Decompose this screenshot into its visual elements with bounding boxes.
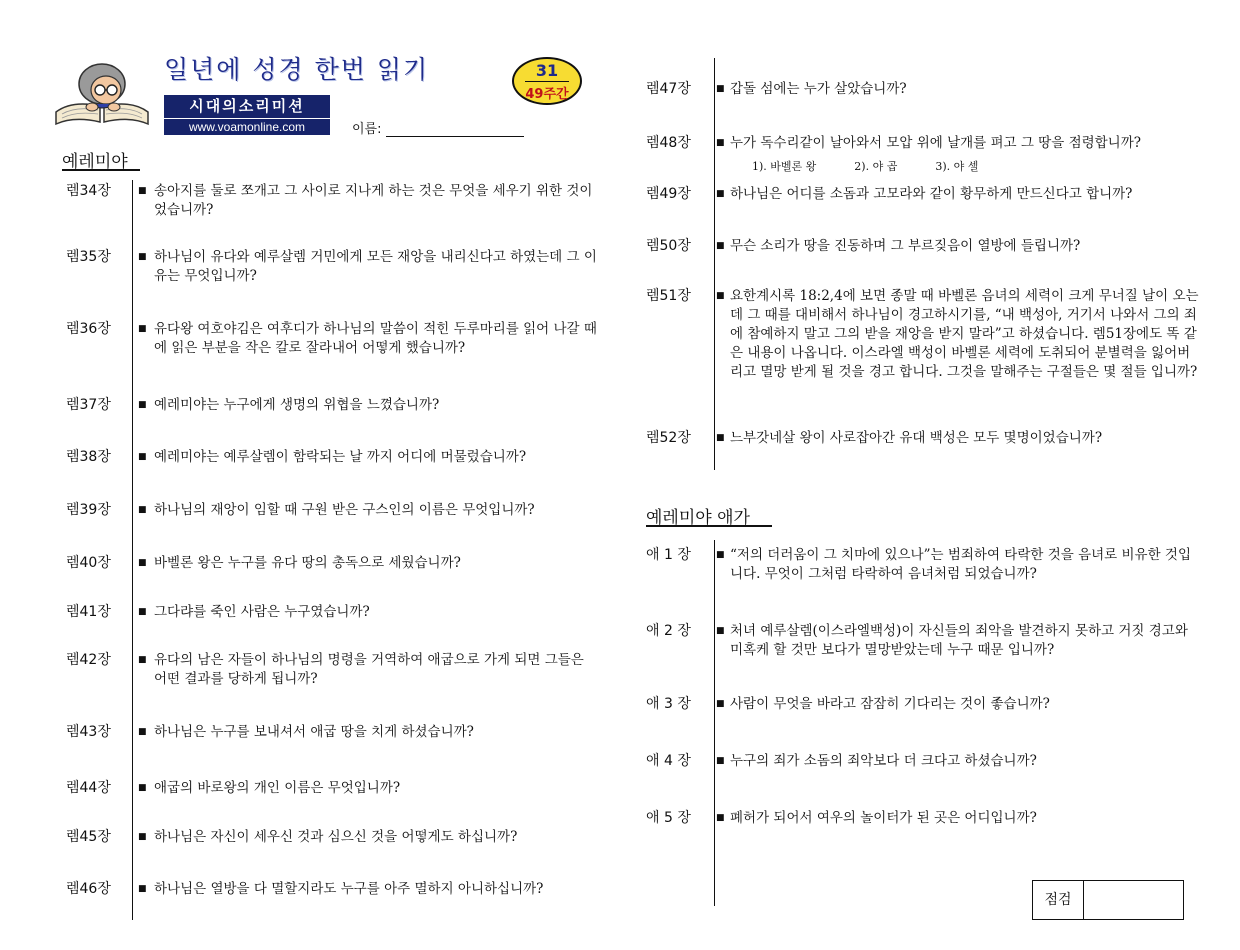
question-text: 폐허가 되어서 여우의 놀이터가 된 곳은 어디입니까? [730,810,1037,826]
chapter-label: 렘44장 [66,780,111,796]
chapter-label: 렘50장 [646,238,691,254]
chapter-label: 애 5 장 [646,810,691,826]
chapter-label: 렘35장 [66,249,111,265]
question-item: 렘52장 ■ 느부갓네살 왕이 사로잡아간 유대 백성은 모두 몇명이었습니까? [646,429,1202,448]
chapter-label: 렘47장 [646,81,691,97]
question-item: 렘51장 ■ 요한계시록 18:2,4에 보면 종말 때 바벨론 음녀의 세력이 크게 무너질 날이 오는데 그 때를 대비해서 하나님이 경고하시기를, “내 백성아, 거기서 나와서 그의 죄에 참예하지 말고 그의 받을 재앙을 받지 말라”고 하셨습니다. 렘51장에도 똑 같은 내용이 나옵니다. 이스라엘 백성이 바벨론 세력에 도취되어 분별력을 잃어버리고 멸망 받게 될 것을 경고 합니다. 그것을 말해주는 구절들은 몇 절들 입니까? [646,287,1202,382]
answer-option: 2). 야 곱 [854,160,898,173]
page-title: 일년에 성경 한번 읽기 [164,55,430,84]
chapter-label: 렘37장 [66,397,111,413]
chapter-label: 렘46장 [66,881,111,897]
question-text: “저의 더러움이 그 치마에 있으나”는 범죄하여 타락한 것을 음녀로 비유한 것입니다. 무엇이 그처럼 타락하여 음녀처럼 되었습니까? [730,547,1191,582]
question-item: 렘48장 ■ 누가 독수리같이 날아와서 모압 위에 날개를 펴고 그 땅을 점령합니까? [646,134,1202,153]
chapter-label: 렘48장 [646,135,691,151]
answer-options [752,158,978,174]
question-text: 갑돌 섬에는 누가 살았습니까? [730,81,907,97]
question-item: 렘46장 ■ 하나님은 열방을 다 멸할지라도 누구를 아주 멸하지 아니하십니까? [66,880,600,899]
section-heading-jeremiah: 예레미야 [62,152,128,172]
question-text: 하나님의 재앙이 임할 때 구원 받은 구스인의 이름은 무엇입니까? [154,502,535,518]
question-item: 렘44장 ■ 애굽의 바로왕의 개인 이름은 무엇입니까? [66,779,600,798]
question-item: 렘37장 ■ 예레미야는 누구에게 생명의 위협을 느꼈습니까? [66,396,600,415]
question-item: 렘36장 ■ 유다왕 여호야김은 여후디가 하나님의 말씀이 적힌 두루마리를 읽어 나갈 때에 읽은 부분을 작은 칼로 잘라내어 어떻게 했습니까? [66,320,600,358]
chapter-label: 렘41장 [66,604,111,620]
chapter-label: 렘49장 [646,186,691,202]
question-item: 렘35장 ■ 하나님이 유다와 예루살렘 거민에게 모든 재앙을 내리신다고 하였는데 그 이유는 무엇입니까? [66,248,600,286]
chapter-label: 렘51장 [646,288,691,304]
question-item: 렘34장 ■ 송아지를 둘로 쪼개고 그 사이로 지나게 하는 것은 무엇을 세우기 위한 것이었습니까? [66,182,600,220]
question-text: 사람이 무엇을 바라고 잠잠히 기다리는 것이 좋습니까? [730,696,1050,712]
chapter-label: 렘42장 [66,652,111,668]
question-item: 애 1 장 ■ “저의 더러움이 그 치마에 있으나”는 범죄하여 타락한 것을 음녀로 비유한 것입니다. 무엇이 그처럼 타락하여 음녀처럼 되었습니까? [646,546,1202,584]
question-item: 렘40장 ■ 바벨론 왕은 누구를 유다 땅의 총독으로 세웠습니까? [66,554,600,573]
question-item: 렘45장 ■ 하나님은 자신이 세우신 것과 심으신 것을 어떻게도 하십니까? [66,828,600,847]
question-item: 애 3 장 ■ 사람이 무엇을 바라고 잠잠히 기다리는 것이 좋습니까? [646,695,1202,714]
question-item: 렘49장 ■ 하나님은 어디를 소돔과 고모라와 같이 황무하게 만드신다고 합니까? [646,185,1202,204]
question-item: 렘42장 ■ 유다의 남은 자들이 하나님의 명령을 거역하여 애굽으로 가게 되면 그들은 어떤 결과를 당하게 됩니까? [66,651,600,689]
question-text: 예레미야는 누구에게 생명의 위협을 느꼈습니까? [154,397,440,413]
chapter-label: 렘45장 [66,829,111,845]
question-text: 유다왕 여호야김은 여후디가 하나님의 말씀이 적힌 두루마리를 읽어 나갈 때에 읽은 부분을 작은 칼로 잘라내어 어떻게 했습니까? [154,321,597,356]
question-text: 하나님은 어디를 소돔과 고모라와 같이 황무하게 만드신다고 합니까? [730,186,1133,202]
question-text: 하나님은 자신이 세우신 것과 심으신 것을 어떻게도 하십니까? [154,829,518,845]
question-item: 렘41장 ■ 그다랴를 죽인 사람은 누구였습니까? [66,603,600,622]
question-item: 렘47장 ■ 갑돌 섬에는 누가 살았습니까? [646,80,1202,99]
question-text: 요한계시록 18:2,4에 보면 종말 때 바벨론 음녀의 세력이 크게 무너질 날이 오는데 그 때를 대비해서 하나님이 경고하시기를, “내 백성아, 거기서 나와서 그의 죄에 참예하지 말고 그의 받을 재앙을 받지 말라”고 하셨습니다. 렘51장에도 똑 같은 내용이 나옵니다. 이스라엘 백성이 바벨론 세력에 도취되어 분별력을 잃어버리고 멸망 받게 될 것을 경고 합니다. 그것을 말해주는 구절들은 몇 절들 입니까? [730,288,1199,380]
brand-name: 시대의소리미션 [164,95,330,118]
chapter-label: 애 1 장 [646,547,691,563]
question-item: 애 4 장 ■ 누구의 죄가 소돔의 죄악보다 더 크다고 하셨습니까? [646,752,1202,771]
answer-option: 3). 야 셀 [935,160,979,173]
chapter-label: 애 3 장 [646,696,691,712]
question-item: 렘38장 ■ 예레미야는 예루살렘이 함락되는 날 까지 어디에 머물렀습니까? [66,448,600,467]
badge-week-sub: 49주간 [525,87,569,102]
question-text: 무슨 소리가 땅을 진동하며 그 부르짖음이 열방에 들립니까? [730,238,1081,254]
chapter-label: 애 4 장 [646,753,691,769]
chapter-label: 렘40장 [66,555,111,571]
reading-person-icon [52,54,152,126]
question-text: 누가 독수리같이 날아와서 모압 위에 날개를 펴고 그 땅을 점령합니까? [730,135,1142,151]
chapter-label: 렘38장 [66,449,111,465]
chapter-label: 렘36장 [66,321,111,337]
column-divider [132,180,133,920]
name-label: 이름: [352,122,382,137]
question-item: 렘39장 ■ 하나님의 재앙이 임할 때 구원 받은 구스인의 이름은 무엇입니까? [66,501,600,520]
section-underline [62,169,140,171]
question-text: 하나님은 열방을 다 멸할지라도 누구를 아주 멸하지 아니하십니까? [154,881,544,897]
question-text: 하나님은 누구를 보내셔서 애굽 땅을 치게 하셨습니까? [154,724,474,740]
answer-option: 1). 바벨론 왕 [752,160,817,173]
question-item: 렘43장 ■ 하나님은 누구를 보내셔서 애굽 땅을 치게 하셨습니까? [66,723,600,742]
column-divider [714,58,715,470]
section-heading-lamentations: 예레미야 애가 [646,508,750,528]
check-field[interactable] [1084,881,1183,919]
question-text: 처녀 예루살렘(이스라엘백성)이 자신들의 죄악을 발견하지 못하고 거짓 경고와 미혹케 할 것만 보다가 멸망받았는데 누구 때문 입니까? [730,623,1188,658]
chapter-label: 렘34장 [66,183,111,199]
chapter-label: 렘52장 [646,430,691,446]
question-item: 렘50장 ■ 무슨 소리가 땅을 진동하며 그 부르짖음이 열방에 들립니까? [646,237,1202,256]
question-text: 누구의 죄가 소돔의 죄악보다 더 크다고 하셨습니까? [730,753,1037,769]
check-box [1032,880,1184,920]
section-underline [646,525,772,527]
question-item: 애 5 장 ■ 폐허가 되어서 여우의 놀이터가 된 곳은 어디입니까? [646,809,1202,828]
question-text: 하나님이 유다와 예루살렘 거민에게 모든 재앙을 내리신다고 하였는데 그 이유는 무엇입니까? [154,249,597,284]
question-text: 그다랴를 죽인 사람은 누구였습니까? [154,604,370,620]
badge-week-number: 31 [535,61,559,80]
chapter-label: 렘43장 [66,724,111,740]
question-text: 유다의 남은 자들이 하나님의 명령을 거역하여 애굽으로 가게 되면 그들은 어떤 결과를 당하게 됩니까? [154,652,584,687]
question-text: 바벨론 왕은 누구를 유다 땅의 총독으로 세웠습니까? [154,555,461,571]
column-divider [714,540,715,906]
check-label: 점검 [1033,881,1084,919]
week-badge [512,57,582,105]
question-text: 송아지를 둘로 쪼개고 그 사이로 지나게 하는 것은 무엇을 세우기 위한 것이었습니까? [154,183,593,218]
name-field-line[interactable] [386,136,524,137]
question-text: 느부갓네살 왕이 사로잡아간 유대 백성은 모두 몇명이었습니까? [730,430,1103,446]
brand-url: www.voamonline.com [164,119,330,135]
chapter-label: 애 2 장 [646,623,691,639]
question-text: 애굽의 바로왕의 개인 이름은 무엇입니까? [154,780,401,796]
question-text: 예레미야는 예루살렘이 함락되는 날 까지 어디에 머물렀습니까? [154,449,527,465]
question-item: 애 2 장 ■ 처녀 예루살렘(이스라엘백성)이 자신들의 죄악을 발견하지 못하고 거짓 경고와 미혹케 할 것만 보다가 멸망받았는데 누구 때문 입니까? [646,622,1202,660]
chapter-label: 렘39장 [66,502,111,518]
